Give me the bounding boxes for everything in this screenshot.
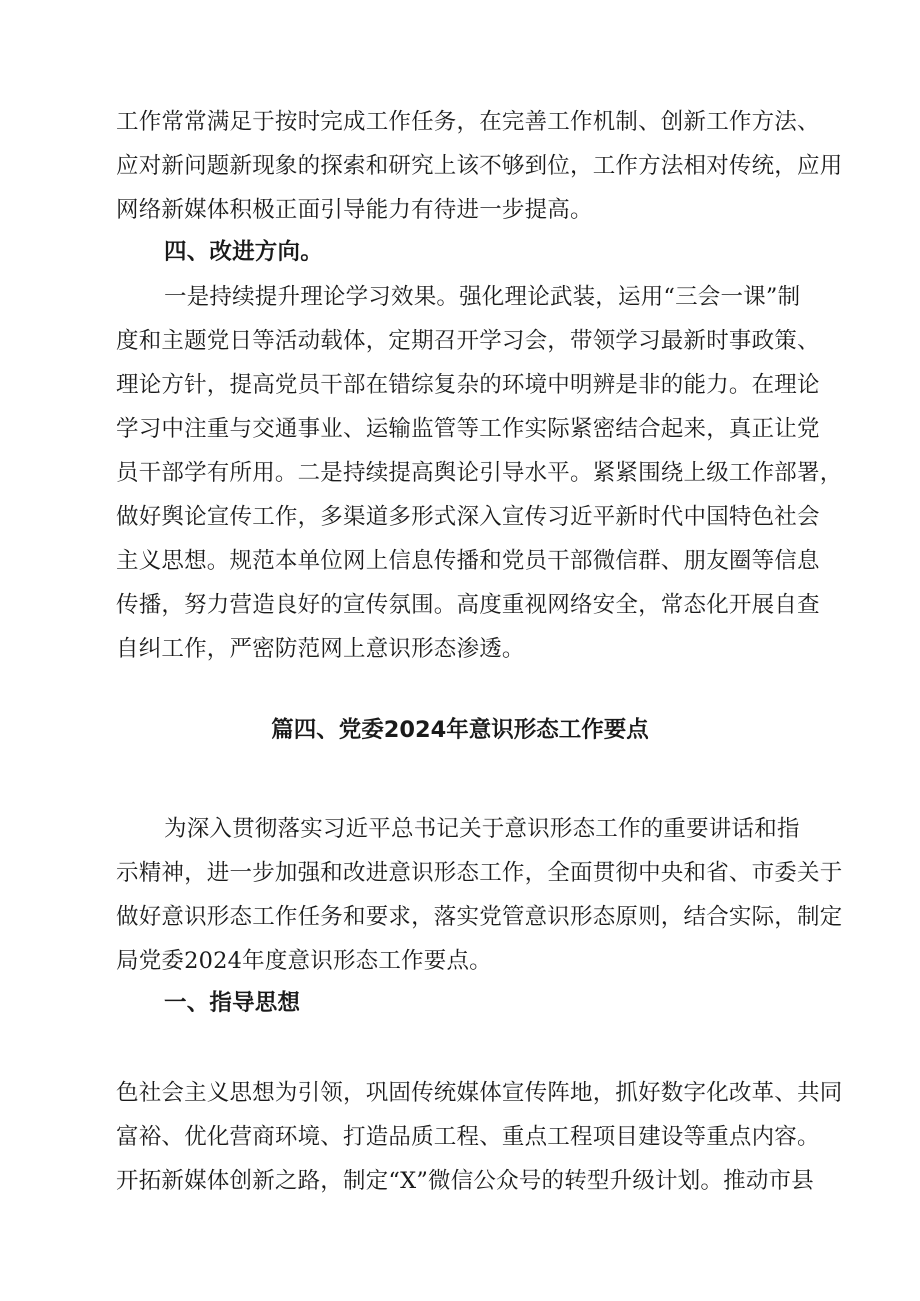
body-text-line: 工作常常满足于按时完成工作任务，在完善工作机制、创新工作方法、 xyxy=(116,109,820,135)
body-text-line: 理论方针，提高党员干部在错综复杂的环境中明辨是非的能力。在理论 xyxy=(116,372,820,398)
body-text-line: 主义思想。规范本单位网上信息传播和党员干部微信群、朋友圈等信息 xyxy=(116,548,820,574)
body-text-line: 员干部学有所用。二是持续提高舆论引导水平。紧紧围绕上级工作部署， xyxy=(116,460,843,486)
body-text-line: 度和主题党日等活动载体，定期召开学习会，带领学习最新时事政策、 xyxy=(116,328,820,354)
body-text-line: 做好舆论宣传工作，多渠道多形式深入宣传习近平新时代中国特色社会 xyxy=(116,504,820,530)
body-text-line: 一是持续提升理论学习效果。强化理论武装，运用“三会一课”制 xyxy=(164,284,801,310)
body-text-line: 传播，努力营造良好的宣传氛围。高度重视网络安全，常态化开展自查 xyxy=(116,592,820,618)
body-text-line: 应对新问题新现象的探索和研究上该不够到位，工作方法相对传统，应用 xyxy=(116,153,843,179)
section-heading: 一、指导思想 xyxy=(164,990,301,1016)
section-title: 篇四、党委2024年意识形态工作要点 xyxy=(271,717,649,743)
body-text-line: 示精神，进一步加强和改进意识形态工作，全面贯彻中央和省、市委关于 xyxy=(116,860,843,886)
body-text-line: 开拓新媒体创新之路，制定“X”微信公众号的转型升级计划。推动市县 xyxy=(116,1168,814,1194)
body-text-line: 自纠工作，严密防范网上意识形态渗透。 xyxy=(116,636,525,662)
body-text-line: 色社会主义思想为引领，巩固传统媒体宣传阵地，抓好数字化改革、共同 xyxy=(116,1080,843,1106)
body-text-line: 为深入贯彻落实习近平总书记关于意识形态工作的重要讲话和指 xyxy=(164,816,800,842)
body-text-line: 做好意识形态工作任务和要求，落实党管意识形态原则，结合实际，制定 xyxy=(116,904,843,930)
body-text-line: 局党委2024年度意识形态工作要点。 xyxy=(116,948,492,974)
body-text-line: 学习中注重与交通事业、运输监管等工作实际紧密结合起来，真正让党 xyxy=(116,416,820,442)
body-text-line: 网络新媒体积极正面引导能力有待进一步提高。 xyxy=(116,197,593,223)
body-text-line: 富裕、优化营商环境、打造品质工程、重点工程项目建设等重点内容。 xyxy=(116,1124,820,1150)
section-heading: 四、改进方向。 xyxy=(164,239,323,265)
